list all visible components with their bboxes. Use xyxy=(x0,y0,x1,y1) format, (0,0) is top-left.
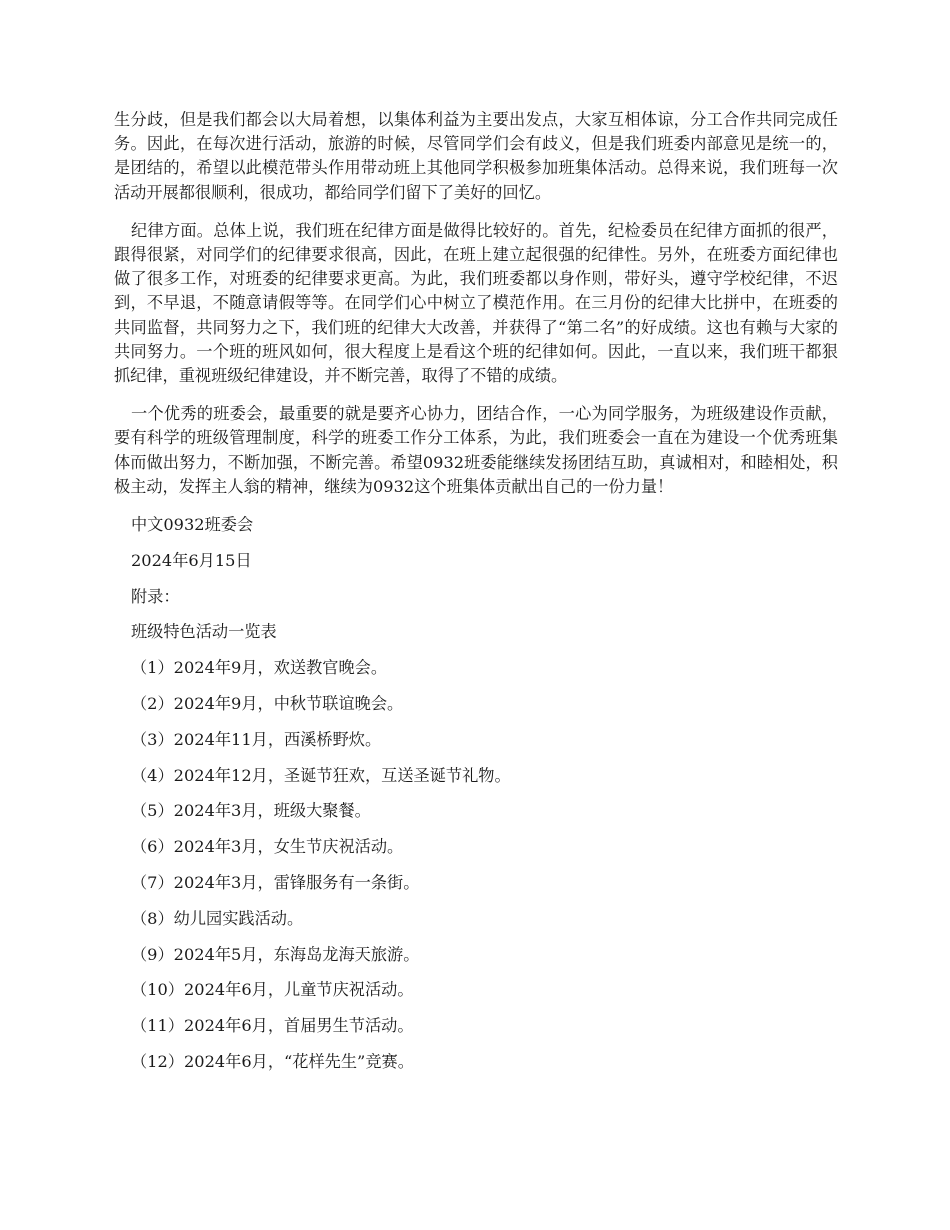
list-item: （1）2024年9月，欢送教官晚会。 xyxy=(131,658,388,678)
list-item: （9）2024年5月，东海岛龙海天旅游。 xyxy=(131,944,420,964)
list-item: （5）2024年3月，班级大聚餐。 xyxy=(131,801,371,821)
list-item: （8）幼儿园实践活动。 xyxy=(131,908,304,928)
signature: 中文0932班委会 xyxy=(131,515,254,535)
list-item: （10）2024年6月，儿童节庆祝活动。 xyxy=(131,980,414,1000)
document-page xyxy=(114,108,838,1086)
list-item: （6）2024年3月，女生节庆祝活动。 xyxy=(131,837,404,857)
list-item: （3）2024年11月，西溪桥野炊。 xyxy=(131,729,382,749)
list-item: （11）2024年6月，首届男生节活动。 xyxy=(131,1016,414,1036)
appendix-label: 附录： xyxy=(131,586,180,606)
list-item: （4）2024年12月，圣诞节狂欢，互送圣诞节礼物。 xyxy=(131,765,511,785)
activity-list xyxy=(114,656,838,1074)
list-item: （2）2024年9月，中秋节联谊晚会。 xyxy=(131,694,404,714)
signature-block xyxy=(114,513,838,644)
paragraph-discipline: 纪律方面。总体上说，我们班在纪律方面是做得比较好的。首先，纪检委员在纪律方面抓的很严，跟得很紧，对同学们的纪律要求很高，因此，在班上建立起很强的纪律性。另外，在班委方面纪律也做了很多工作，对班委的纪律要求更高。为此，我们班委都以身作则，带好头，遵守学校纪律，不迟到，不早退，不随意请假等等。在同学们心中树立了模范作用。在三月份的纪律大比拼中，在班委的共同监督，共同努力之下，我们班的纪律大大改善，并获得了“第二名”的好成绩。这也有赖与大家的共同努力。一个班的班风如何，很大程度上是看这个班的纪律如何。因此，一直以来，我们班干都狠抓纪律，重视班级纪律建设，并不断完善，取得了不错的成绩。 xyxy=(114,220,838,386)
list-item: （12）2024年6月，“花样先生”竞赛。 xyxy=(131,1052,414,1071)
date: 2024年6月15日 xyxy=(131,550,252,570)
list-item: （7）2024年3月，雷锋服务有一条街。 xyxy=(131,873,420,893)
appendix-title: 班级特色活动一览表 xyxy=(131,622,277,642)
paragraph-conclusion: 一个优秀的班委会，最重要的就是要齐心协力，团结合作，一心为同学服务，为班级建设作贡献，要有科学的班级管理制度，科学的班委工作分工体系，为此，我们班委会一直在为建设一个优秀班集体而做出努力，不断加强，不断完善。希望0932班委能继续发扬团结互助，真诚相对，和睦相处，积极主动，发挥主人翁的精神，继续为0932这个班集体贡献出自己的一份力量！ xyxy=(114,404,838,496)
paragraph-teamwork: 生分歧，但是我们都会以大局着想，以集体利益为主要出发点，大家互相体谅，分工合作共同完成任务。因此，在每次进行活动，旅游的时候，尽管同学们会有歧义，但是我们班委内部意见是统一的，是团结的，希望以此模范带头作用带动班上其他同学积极参加班集体活动。总得来说，我们班每一次活动开展都很顺利，很成功，都给同学们留下了美好的回忆。 xyxy=(114,110,838,202)
